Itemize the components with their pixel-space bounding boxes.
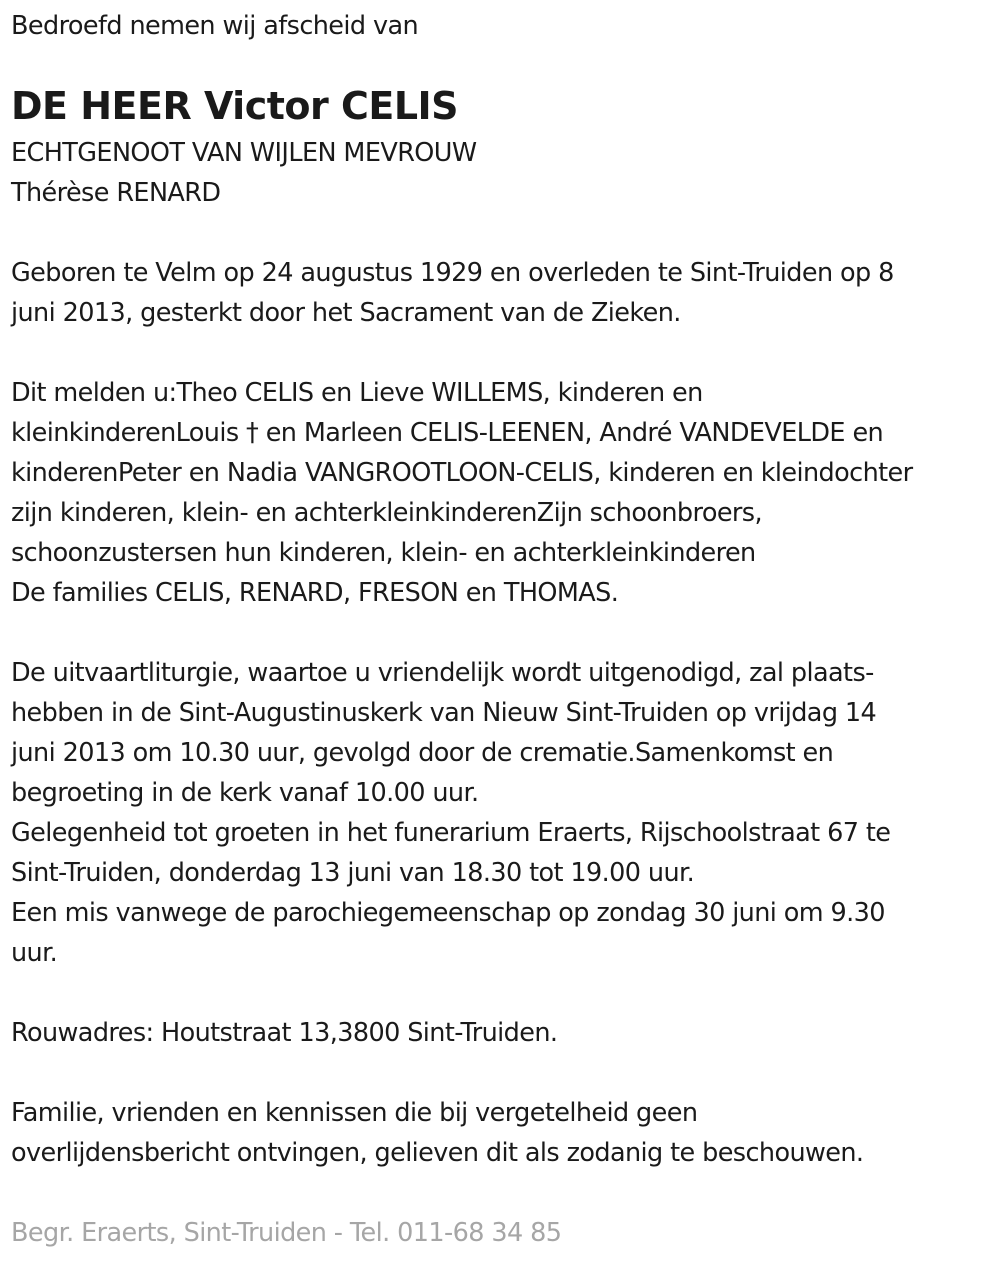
closing-block	[11, 1093, 863, 1173]
mourning-address: Rouwadres: Houtstraat 13,3800 Sint-Truiden.	[11, 1018, 558, 1048]
birth-line: juni 2013, gesterkt door het Sacrament van de Zieken.	[11, 298, 681, 328]
funeral-line: uur.	[11, 938, 58, 968]
intro-text: Bedroefd nemen wij afscheid van	[11, 11, 419, 41]
closing-line: Familie, vrienden en kennissen die bij vergetelheid geen	[11, 1098, 698, 1128]
family-line: kinderenPeter en Nadia VANGROOTLOON-CELIS, kinderen en kleindochter	[11, 458, 913, 488]
family-line: schoonzustersen hun kinderen, klein- en achterkleinkinderen	[11, 538, 756, 568]
family-line: De families CELIS, RENARD, FRESON en THOMAS.	[11, 578, 619, 608]
funeral-line: begroeting in de kerk vanaf 10.00 uur.	[11, 778, 479, 808]
funeral-line: juni 2013 om 10.30 uur, gevolgd door de crematie.Samenkomst en	[11, 738, 834, 768]
deceased-name: DE HEER Victor CELIS	[11, 84, 459, 128]
birth-death-block	[11, 253, 894, 333]
birth-line: Geboren te Velm op 24 augustus 1929 en overleden te Sint-Truiden op 8	[11, 258, 894, 288]
address-block	[11, 1013, 557, 1053]
funeral-line: De uitvaartliturgie, waartoe u vriendelijk wordt uitgenodigd, zal plaats-	[11, 658, 874, 688]
funeral-line: hebben in de Sint-Augustinuskerk van Nieuw Sint-Truiden op vrijdag 14	[11, 698, 877, 728]
funeral-line: Sint-Truiden, donderdag 13 juni van 18.30 tot 19.00 uur.	[11, 858, 695, 888]
family-block	[11, 373, 913, 613]
family-line: Dit melden u:Theo CELIS en Lieve WILLEMS, kinderen en	[11, 378, 703, 408]
funeral-line: Gelegenheid tot groeten in het funerarium Eraerts, Rijschoolstraat 67 te	[11, 818, 891, 848]
funeral-line: Een mis vanwege de parochiegemeenschap op zondag 30 juni om 9.30	[11, 898, 885, 928]
spouse-block	[11, 133, 476, 213]
funeral-block	[11, 653, 890, 973]
spouse-line: Thérèse RENARD	[11, 178, 221, 208]
family-line: kleinkinderenLouis † en Marleen CELIS-LEENEN, André VANDEVELDE en	[11, 418, 884, 448]
funeral-home-footer: Begr. Eraerts, Sint-Truiden - Tel. 011-68 34 85	[11, 1218, 562, 1248]
family-line: zijn kinderen, klein- en achterkleinkinderenZijn schoonbroers,	[11, 498, 762, 528]
spouse-line: ECHTGENOOT VAN WIJLEN MEVROUW	[11, 138, 477, 168]
closing-line: overlijdensbericht ontvingen, gelieven dit als zodanig te beschouwen.	[11, 1138, 864, 1168]
